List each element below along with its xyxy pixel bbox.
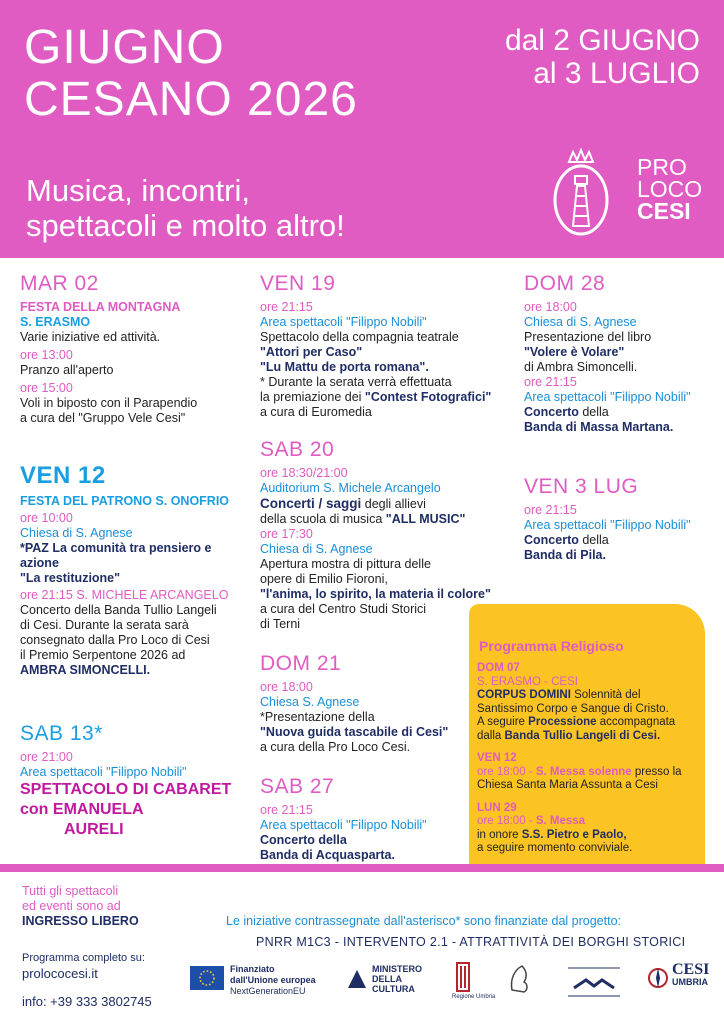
funding-note: Le iniziative contrassegnate dall'asterisco* sono finanziate dal progetto: (226, 914, 621, 928)
event-desc: il Premio Serpentone 2026 ad (20, 648, 186, 662)
title-line-2: CESANO 2026 (24, 73, 358, 126)
event-time: ore 21:15 (20, 588, 73, 602)
cesi-umbria-logo (646, 960, 713, 1004)
umbria-text: UMBRIA (672, 977, 708, 987)
event-desc: di Ambra Simoncelli. (524, 360, 638, 374)
rel-desc: S. Messa (535, 815, 586, 827)
event-place: Auditorium S. Michele Arcangelo (260, 481, 441, 495)
event-place: Chiesa di S. Agnese (20, 526, 133, 540)
rel-desc: presso la (631, 765, 682, 778)
event-place: S. MICHELE ARCANGELO (76, 588, 229, 602)
event-time: ore 15:00 (20, 381, 73, 395)
event-place: Chiesa di S. Agnese (260, 542, 373, 556)
event-title: FESTA DELLA MONTAGNA (20, 300, 181, 314)
event-desc: "Nuova guida tascabile di Cesi" (260, 725, 449, 739)
event-headline: AURELI (64, 821, 124, 838)
event-time: ore 10:00 (20, 511, 73, 525)
event-ven3 (524, 475, 714, 563)
free-line-1: Tutti gli spettacoli (22, 884, 119, 898)
event-desc: *PAZ La comunità tra pensiero e azione (20, 541, 212, 570)
min-text-2: DELLA (372, 974, 402, 984)
rel-desc: dalla (477, 729, 505, 742)
event-place: Area spettacoli "Filippo Nobili" (260, 818, 427, 832)
rel-desc: accompagnata (596, 716, 676, 728)
eu-text-2: dall'Unione europea (230, 975, 316, 985)
event-ven12 (20, 462, 252, 678)
event-desc: Concerto (524, 533, 579, 547)
event-place: Area spettacoli "Filippo Nobili" (20, 765, 187, 779)
logo-pro: PRO (637, 154, 687, 180)
event-time: ore 21:15 (524, 503, 577, 517)
event-desc: Concerti / saggi (260, 496, 362, 511)
event-sab27 (260, 775, 500, 863)
sponsor-logos (188, 960, 713, 1010)
event-time: ore 18:00 (524, 300, 577, 314)
event-desc: "La restituzione" (20, 571, 121, 585)
event-desc: Presentazione del libro (524, 330, 652, 344)
event-mar02 (20, 272, 252, 426)
event-time: ore 21:15 (260, 803, 313, 817)
event-desc: della scuola di musica (260, 512, 386, 526)
event-desc: opere di Emilio Fioroni, (260, 572, 388, 586)
event-desc: Voli in biposto con il Parapendio (20, 396, 198, 410)
event-day: MAR 02 (20, 272, 99, 295)
event-desc: "Volere è Volare" (524, 345, 625, 359)
event-desc: a cura di Euromedia (260, 405, 372, 419)
event-subtitle (26, 173, 345, 243)
griffin-icon (506, 960, 534, 994)
regione-umbria-logo (452, 960, 496, 1004)
eu-logo (190, 960, 320, 1004)
column-3 (524, 272, 714, 563)
pnrr-label: PNRR M1C3 - INTERVENTO 2.1 - ATTRATTIVITÀ DEI BORGHI STORICI (256, 935, 686, 949)
event-time: ore 13:00 (20, 348, 73, 362)
phone-info: info: +39 333 3802745 (22, 994, 152, 1009)
rel-day: VEN 12 (477, 752, 517, 764)
eu-text-1: Finanziato (230, 964, 275, 974)
event-desc: Varie iniziative ed attività. (20, 330, 161, 344)
event-sab13 (20, 722, 252, 840)
event-desc: della (578, 533, 609, 547)
subtitle-line-1: Musica, incontri, (26, 173, 250, 208)
religious-title: Programma Religioso (479, 638, 624, 654)
event-title (24, 22, 358, 126)
handshake-icon (564, 966, 624, 1000)
event-place: Chiesa S. Agnese (260, 695, 360, 709)
event-desc: degli allievi (361, 497, 426, 511)
event-dates (505, 24, 700, 90)
event-day: SAB 20 (260, 438, 335, 461)
event-desc: * Durante la serata verrà effettuata (260, 375, 452, 389)
compass-icon (646, 966, 670, 990)
column-1 (20, 272, 252, 840)
rel-desc: CORPUS DOMINI (477, 689, 571, 701)
event-time: ore 21:00 (20, 750, 73, 764)
event-desc: a cura del "Gruppo Vele Cesi" (20, 411, 186, 425)
event-desc: consegnato dalla Pro Loco di Cesi (20, 633, 210, 647)
website-link[interactable]: prolococesi.it (22, 966, 98, 981)
proloco-wordmark (637, 156, 702, 222)
religious-events (477, 662, 699, 856)
rel-desc: S.S. Pietro e Paolo, (521, 828, 627, 841)
event-desc: della (578, 405, 609, 419)
event-day: VEN 12 (20, 462, 106, 489)
event-desc: di Terni (260, 617, 301, 631)
event-ven19 (260, 272, 500, 420)
event-day: SAB 13* (20, 722, 103, 745)
subtitle-line-2: spettacoli e molto altro! (26, 208, 345, 243)
dates-line-2: al 3 LUGLIO (533, 57, 700, 90)
dates-line-1: dal 2 GIUGNO (504, 24, 700, 57)
event-desc: "Lu Mattu de porta romana". (260, 360, 429, 374)
rel-desc: Santissimo Corpo e Sangue di Cristo. (477, 702, 669, 715)
event-desc: Apertura mostra di pittura delle (260, 557, 431, 571)
logo-cesi: CESI (637, 198, 691, 224)
rel-desc: in onore (477, 828, 522, 841)
rel-desc: Chiesa Santa Maria Assunta a Cesi (477, 779, 658, 791)
event-desc: di Cesi. Durante la serata sarà (20, 618, 189, 632)
event-time: ore 21:15 (260, 300, 313, 314)
event-desc: la premiazione dei (260, 390, 365, 404)
event-desc: AMBRA SIMONCELLI. (20, 663, 151, 677)
eu-flag-icon (190, 966, 224, 990)
event-desc: Concerto della (260, 833, 347, 847)
event-title: FESTA DEL PATRONO S. ONOFRIO (20, 494, 230, 508)
event-time: ore 21:15 (524, 375, 577, 389)
min-text-1: MINISTERO (372, 964, 423, 974)
rel-desc: Solennità del (570, 689, 641, 701)
regione-label: Regione Umbria (452, 994, 496, 1000)
event-desc: Concerto (524, 405, 579, 419)
title-line-1: GIUGNO (24, 21, 225, 74)
footer (0, 872, 724, 1024)
logo-loco: LOCO (637, 176, 703, 202)
event-sab20 (260, 438, 500, 632)
event-desc: *Presentazione della (260, 710, 375, 724)
rel-desc: S. Messa solenne (535, 765, 632, 778)
event-desc: Banda di Acquasparta. (260, 848, 395, 862)
event-place: S. ERASMO (20, 315, 91, 329)
religious-program-box (469, 604, 705, 866)
event-time: ore 17:30 (260, 527, 313, 541)
rel-time: ore 18:00 - (477, 765, 536, 778)
event-day: DOM 21 (260, 652, 342, 675)
event-day: SAB 27 (260, 775, 335, 798)
event-place: Area spettacoli "Filippo Nobili" (524, 518, 691, 532)
free-line-3: INGRESSO LIBERO (22, 914, 139, 928)
event-time: ore 18:00 (260, 680, 313, 694)
event-place: Area spettacoli "Filippo Nobili" (524, 390, 691, 404)
rel-desc: Processione (528, 716, 597, 728)
min-text-3: CULTURA (372, 984, 415, 994)
event-desc: "Contest Fotografici" (364, 390, 492, 404)
event-desc: a cura del Centro Studi Storici (260, 602, 427, 616)
rel-desc: Banda Tullio Langeli di Cesi. (504, 729, 661, 742)
regione-crest-icon (456, 962, 470, 992)
rel-day: DOM 07 (477, 662, 520, 674)
event-desc: Spettacolo della compagnia teatrale (260, 330, 459, 344)
event-desc: "ALL MUSIC" (385, 512, 466, 526)
event-dom21 (260, 652, 500, 755)
free-line-2: ed eventi sono ad (22, 899, 121, 913)
event-place: Area spettacoli "Filippo Nobili" (260, 315, 427, 329)
event-day: VEN 3 LUG (524, 475, 639, 498)
rel-day: LUN 29 (477, 801, 517, 814)
event-desc: "Attori per Caso" (260, 345, 363, 359)
patto-logo (550, 960, 640, 1004)
event-day: VEN 19 (260, 272, 336, 295)
eu-text-3: NextGenerationEU (230, 986, 306, 996)
cesi-text: CESI (672, 961, 710, 978)
event-desc: Pranzo all'aperto (20, 363, 114, 377)
event-desc: a cura della Pro Loco Cesi. (260, 740, 411, 754)
event-day: DOM 28 (524, 272, 606, 295)
event-headline: con EMANUELA (20, 801, 144, 818)
program-label: Programma completo su: (22, 952, 145, 964)
ministero-logo (346, 960, 441, 1004)
event-desc: Banda di Pila. (524, 548, 606, 562)
event-headline: SPETTACOLO DI CABARET (20, 781, 232, 798)
proloco-logo (549, 148, 709, 238)
event-place: Chiesa di S. Agnese (524, 315, 637, 329)
event-time: ore 18:30/21:00 (260, 466, 348, 480)
free-entry-note (22, 884, 139, 929)
rel-time: ore 18:00 - (477, 815, 536, 827)
footer-divider (0, 864, 724, 872)
event-desc: Concerto della Banda Tullio Langeli (20, 603, 217, 617)
rel-place: S. ERASMO - CESI (477, 675, 578, 688)
ministero-icon (346, 966, 368, 990)
event-dom28 (524, 272, 714, 435)
tower-emblem-icon (549, 148, 629, 238)
griffin-logo (506, 960, 536, 1004)
rel-desc: A seguire (477, 716, 529, 728)
event-desc: Banda di Massa Martana. (524, 420, 674, 434)
header-band (0, 0, 724, 258)
column-2 (260, 272, 500, 863)
rel-desc: a seguire momento conviviale. (477, 842, 633, 854)
event-desc: "l'anima, lo spirito, la materia il colore" (260, 587, 491, 601)
